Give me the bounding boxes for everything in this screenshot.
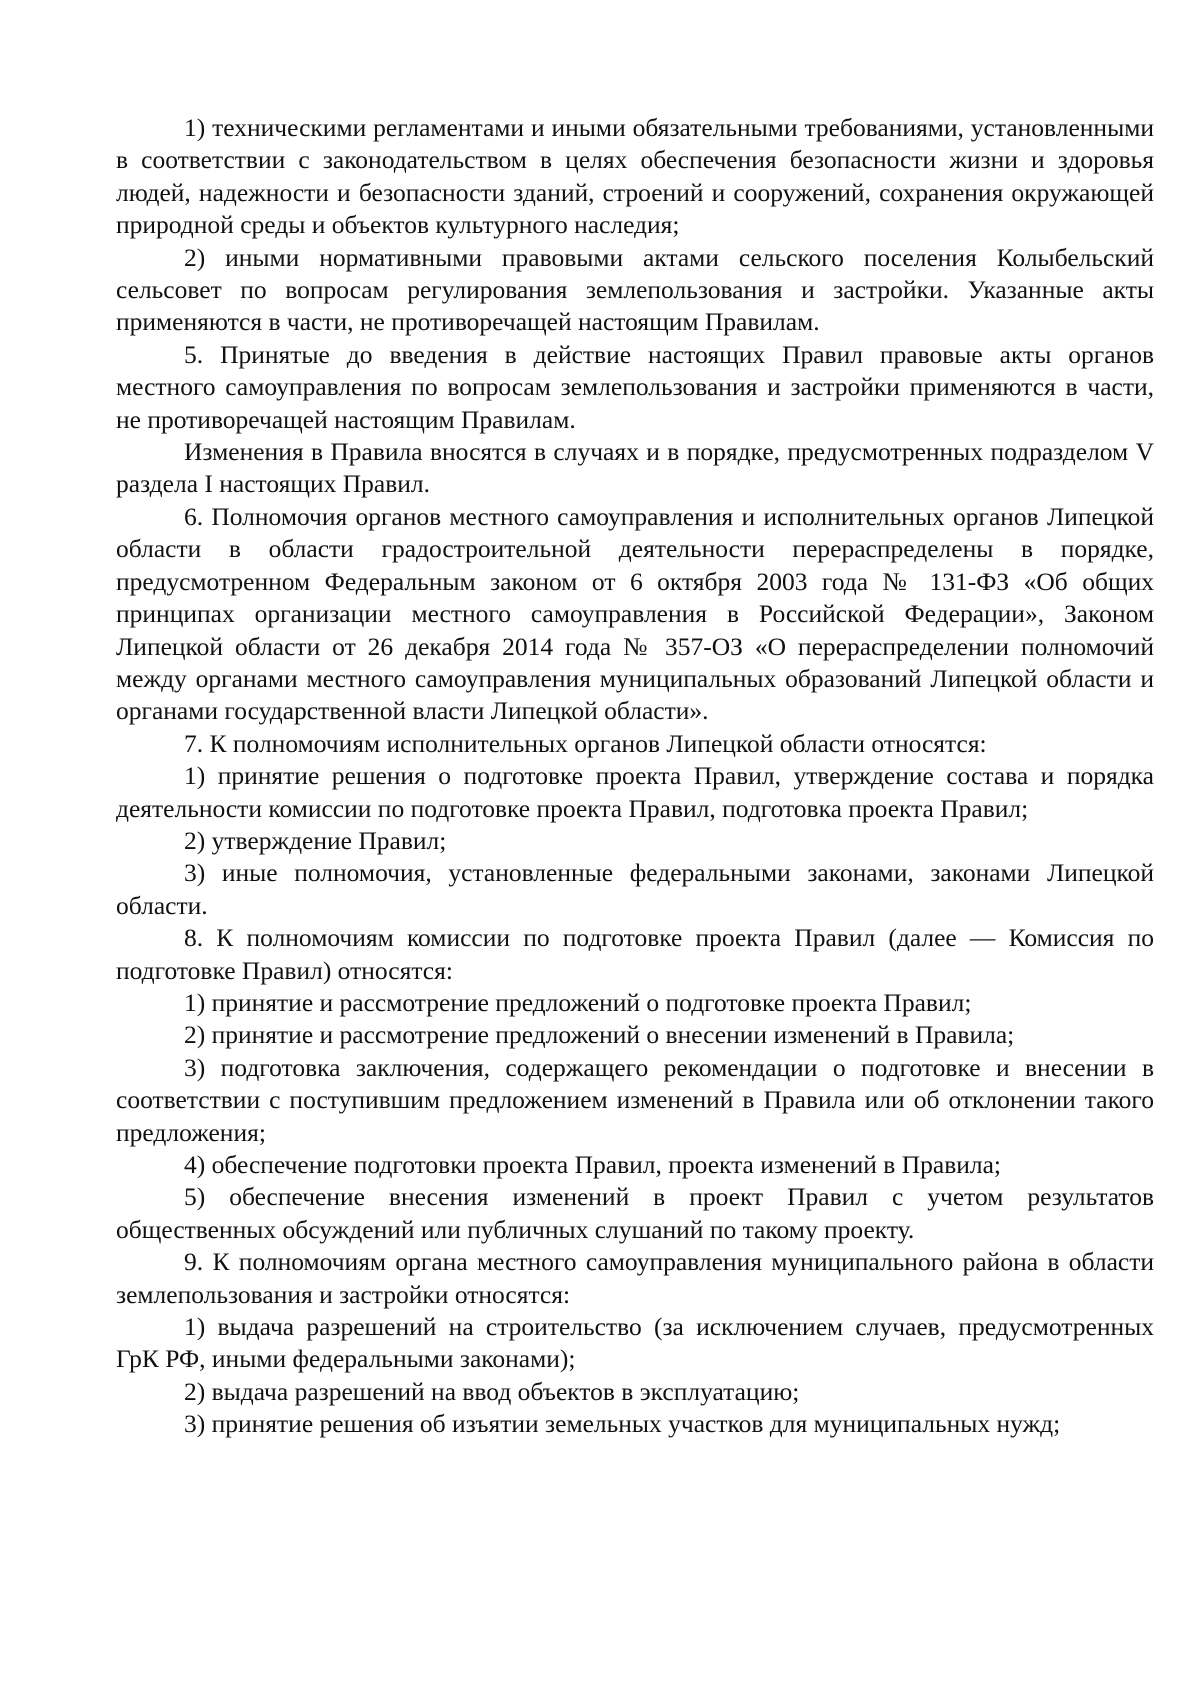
paragraph-clause-5: 5. Принятые до введения в действие настоящих Правил правовые акты органов местного самоуправления по вопросам землепользования и застройки применяются в части, не противоречащей настоящим Правилам. [116,339,1154,434]
paragraph-clause-6: 6. Полномочия органов местного самоуправления и исполнительных органов Липецкой области в области градостроительной деятельности перераспределены в порядке, предусмотренном Федеральным законом от 6 октября 2003 года № 131-ФЗ «Об общих принципах организации местного самоуправления в Российской Федерации», Законом Липецкой области от 26 декабря 2014 года № 357-ОЗ «О перераспределении полномочий между органами местного самоуправления муниципальных образований Липецкой области и органами государственной власти Липецкой области». [116,501,1154,726]
paragraph-clause-8-item-5: 5) обеспечение внесения изменений в проект Правил с учетом результатов общественных обсуждений или публичных слушаний по такому проекту. [116,1182,1154,1244]
paragraph-clause-7-item-3: 3) иные полномочия, установленные федеральными законами, законами Липецкой области. [116,858,1154,920]
paragraph-clause-8: 8. К полномочиям комиссии по подготовке проекта Правил (далее — Комиссия по подготовке Правил) относятся: [116,923,1154,985]
paragraph-clause-9: 9. К полномочиям органа местного самоуправления муниципального района в области землепользования и застройки относятся: [116,1247,1154,1309]
paragraph-item-1-technical-regulations: 1) техническими регламентами и иными обязательными требованиями, установленными в соответствии с законодательством в целях обеспечения безопасности жизни и здоровья людей, надежности и безопасности зданий, строений и сооружений, сохранения окружающей природной среды и объектов культурного наследия; [116,113,1154,240]
paragraph-clause-7-item-2: 2) утверждение Правил; [184,825,447,855]
paragraph-clause-7-item-1: 1) принятие решения о подготовке проекта Правил, утверждение состава и порядка деятельности комиссии по подготовке проекта Правил, подготовка проекта Правил; [116,761,1154,823]
paragraph-clause-7: 7. К полномочиям исполнительных органов Липецкой области относятся: [184,728,987,758]
paragraph-clause-8-item-2: 2) принятие и рассмотрение предложений о внесении изменений в Правила; [184,1020,1015,1050]
document-body [116,112,1154,1441]
paragraph-clause-9-item-3: 3) принятие решения об изъятии земельных участков для муниципальных нужд; [184,1409,1061,1439]
paragraph-clause-9-item-2: 2) выдача разрешений на ввод объектов в эксплуатацию; [184,1376,800,1406]
paragraph-clause-8-item-3: 3) подготовка заключения, содержащего рекомендации о подготовке и внесении в соответствии с поступившим предложением изменений в Правила или об отклонении такого предложения; [116,1052,1154,1147]
paragraph-amendments-note: Изменения в Правила вносятся в случаях и в порядке, предусмотренных подразделом V раздела I настоящих Правил. [116,437,1154,499]
paragraph-clause-8-item-4: 4) обеспечение подготовки проекта Правил, проекта изменений в Правила; [184,1150,1002,1179]
paragraph-clause-8-item-1: 1) принятие и рассмотрение предложений о подготовке проекта Правил; [184,987,972,1017]
paragraph-item-2-normative-acts: 2) иными нормативными правовыми актами сельского поселения Колыбельский сельсовет по вопросам регулирования землепользования и застройки. Указанные акты применяются в части, не противоречащей настоящим Правилам. [116,242,1154,337]
paragraph-clause-9-item-1: 1) выдача разрешений на строительство (за исключением случаев, предусмотренных ГрК РФ, иными федеральными законами); [116,1312,1154,1374]
